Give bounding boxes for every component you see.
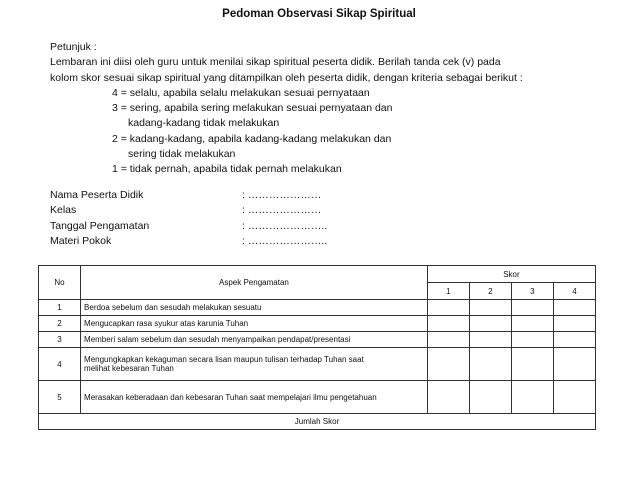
observation-table [38, 265, 596, 430]
table-row [39, 348, 596, 381]
identity-label: Nama Peserta Didik [50, 189, 144, 201]
row-no: 4 [39, 348, 81, 381]
score-cell[interactable] [511, 300, 553, 316]
score-cell[interactable] [427, 348, 469, 381]
identity-label: Kelas [50, 204, 77, 217]
identity-fields [50, 188, 450, 249]
table-row [39, 300, 596, 316]
score-level-4: 4 [553, 283, 595, 300]
score-level-1: 1 [427, 283, 469, 300]
table-row [39, 316, 596, 332]
row-no: 1 [39, 300, 81, 316]
score-cell[interactable] [427, 332, 469, 348]
header-score: Skor [427, 266, 595, 283]
score-cell[interactable] [553, 316, 595, 332]
row-no: 3 [39, 332, 81, 348]
score-level-2: 2 [469, 283, 511, 300]
instructions-line: Lembaran ini diisi oleh guru untuk menilai sikap spiritual peserta didik. Berilah tanda cek (v) pada [50, 56, 501, 69]
instructions-heading: Petunjuk : [50, 41, 97, 53]
score-cell[interactable] [469, 348, 511, 381]
identity-row-date [50, 219, 450, 234]
identity-value: : ………………… [242, 189, 322, 201]
criterion-2: 2 = kadang-kadang, apabila kadang-kadang melakukan dan [112, 132, 392, 145]
score-cell[interactable] [469, 300, 511, 316]
score-level-3: 3 [511, 283, 553, 300]
page-title: Pedoman Observasi Sikap Spiritual [222, 8, 416, 20]
score-cell[interactable] [553, 381, 595, 414]
score-cell[interactable] [469, 332, 511, 348]
table-row [39, 381, 596, 414]
row-aspect: Berdoa sebelum dan sesudah melakukan sesuatu [81, 300, 428, 316]
identity-value: : ………………… [242, 204, 322, 217]
row-no: 5 [39, 381, 81, 414]
identity-row-topic [50, 234, 450, 249]
score-cell[interactable] [427, 381, 469, 414]
total-score-label: Jumlah Skor [39, 414, 596, 430]
score-cell[interactable] [469, 381, 511, 414]
score-cell[interactable] [511, 348, 553, 381]
identity-label: Materi Pokok [50, 234, 112, 247]
row-no: 2 [39, 316, 81, 332]
header-aspect: Aspek Pengamatan [81, 266, 428, 300]
row-aspect-line: Mengungkapkan kekaguman secara lisan maupun tulisan terhadap Tuhan saat [84, 355, 364, 364]
row-aspect: Mengucapkan rasa syukur atas karunia Tuhan [81, 316, 428, 332]
identity-value: : ………………….. [242, 234, 328, 247]
instructions-line: kolom skor sesuai sikap spiritual yang ditampilkan oleh peserta didik, dengan kriteria sebagai berikut : [50, 71, 523, 84]
score-cell[interactable] [511, 381, 553, 414]
row-aspect: Merasakan keberadaan dan kebesaran Tuhan saat mempelajari ilmu pengetahuan [81, 381, 428, 414]
score-cell[interactable] [469, 316, 511, 332]
score-cell[interactable] [511, 332, 553, 348]
identity-row-class [50, 203, 450, 218]
identity-row-name [50, 188, 450, 203]
instructions [50, 40, 610, 178]
row-aspect: Memberi salam sebelum dan sesudah menyampaikan pendapat/presentasi [81, 332, 428, 348]
row-aspect [81, 348, 428, 381]
identity-label: Tanggal Pengamatan [50, 219, 150, 232]
table-row [39, 332, 596, 348]
criterion-1: 1 = tidak pernah, apabila tidak pernah melakukan [112, 163, 342, 176]
criterion-3: 3 = sering, apabila sering melakukan sesuai pernyataan dan [112, 102, 393, 115]
table-header-row [39, 266, 596, 283]
score-cell[interactable] [511, 316, 553, 332]
header-no: No [39, 266, 81, 300]
criterion-2-cont: sering tidak melakukan [128, 148, 236, 161]
score-cell[interactable] [427, 316, 469, 332]
score-cell[interactable] [553, 348, 595, 381]
score-cell[interactable] [427, 300, 469, 316]
score-cell[interactable] [553, 300, 595, 316]
total-row [39, 414, 596, 430]
score-cell[interactable] [553, 332, 595, 348]
criterion-3-cont: kadang-kadang tidak melakukan [128, 117, 280, 130]
criterion-4: 4 = selalu, apabila selalu melakukan sesuai pernyataan [112, 86, 370, 99]
row-aspect-line: melihat kebesaran Tuhan [84, 364, 174, 373]
identity-value: : ………………….. [242, 219, 328, 232]
